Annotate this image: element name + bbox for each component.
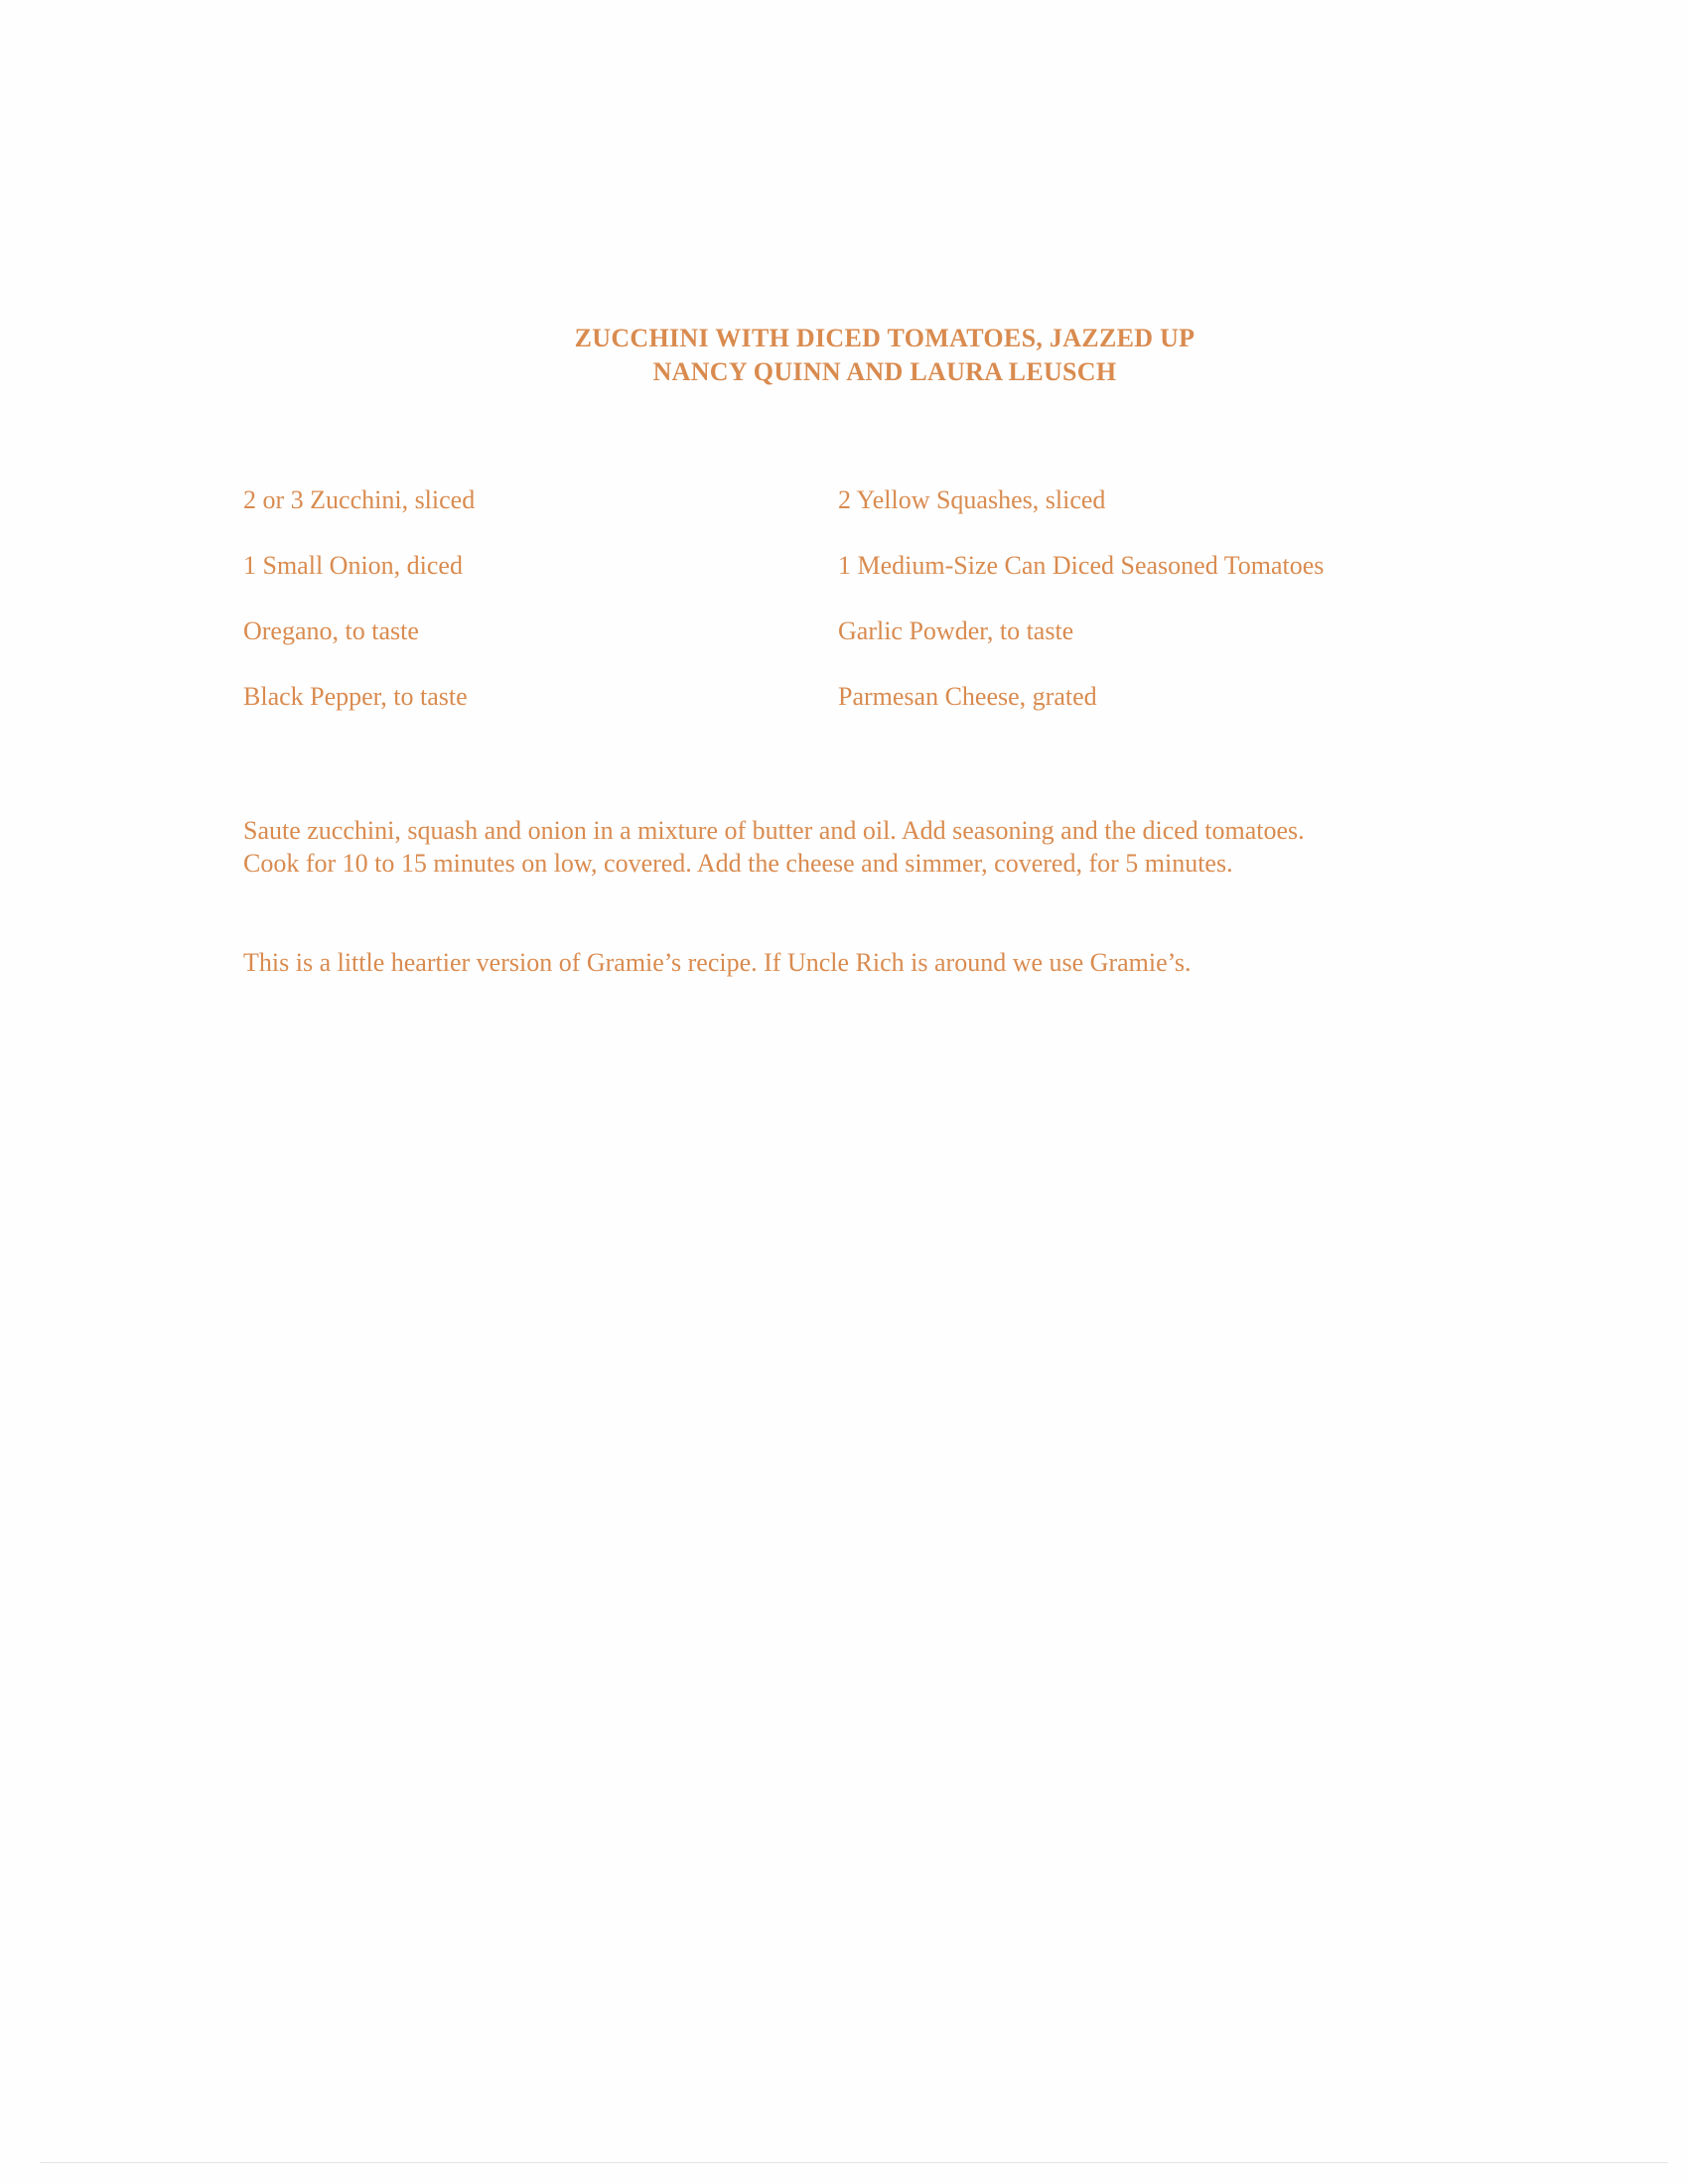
ingredient-row [243,483,1435,549]
ingredient-item: Garlic Powder, to taste [838,616,1074,645]
ingredient-row [243,680,1435,746]
recipe-note: This is a little heartier version of Gramie’s recipe. If Uncle Rich is around we use Gramie’s. [243,948,1192,977]
directions-line: Saute zucchini, squash and onion in a mixture of butter and oil. Add seasoning and the diced tomatoes. [243,816,1305,845]
scan-edge-line [40,2162,1668,2163]
ingredient-item: 1 Medium-Size Can Diced Seasoned Tomatoes [838,551,1325,580]
ingredient-item: 1 Small Onion, diced [243,551,463,580]
ingredient-item: 2 or 3 Zucchini, sliced [243,485,476,514]
recipe-authors: NANCY QUINN AND LAURA LEUSCH [652,357,1117,386]
recipe-title: ZUCCHINI WITH DICED TOMATOES, JAZZED UP [574,324,1196,352]
ingredient-row [243,614,1435,680]
ingredient-item: 2 Yellow Squashes, sliced [838,485,1106,514]
ingredient-item: Oregano, to taste [243,616,419,645]
recipe-directions [243,814,1534,880]
ingredient-item: Parmesan Cheese, grated [838,682,1097,711]
recipe-header [0,322,1688,389]
ingredient-item: Black Pepper, to taste [243,682,468,711]
ingredients-list [243,483,1435,746]
directions-line: Cook for 10 to 15 minutes on low, covered. Add the cheese and simmer, covered, for 5 minutes. [243,849,1233,878]
ingredient-row [243,549,1435,614]
